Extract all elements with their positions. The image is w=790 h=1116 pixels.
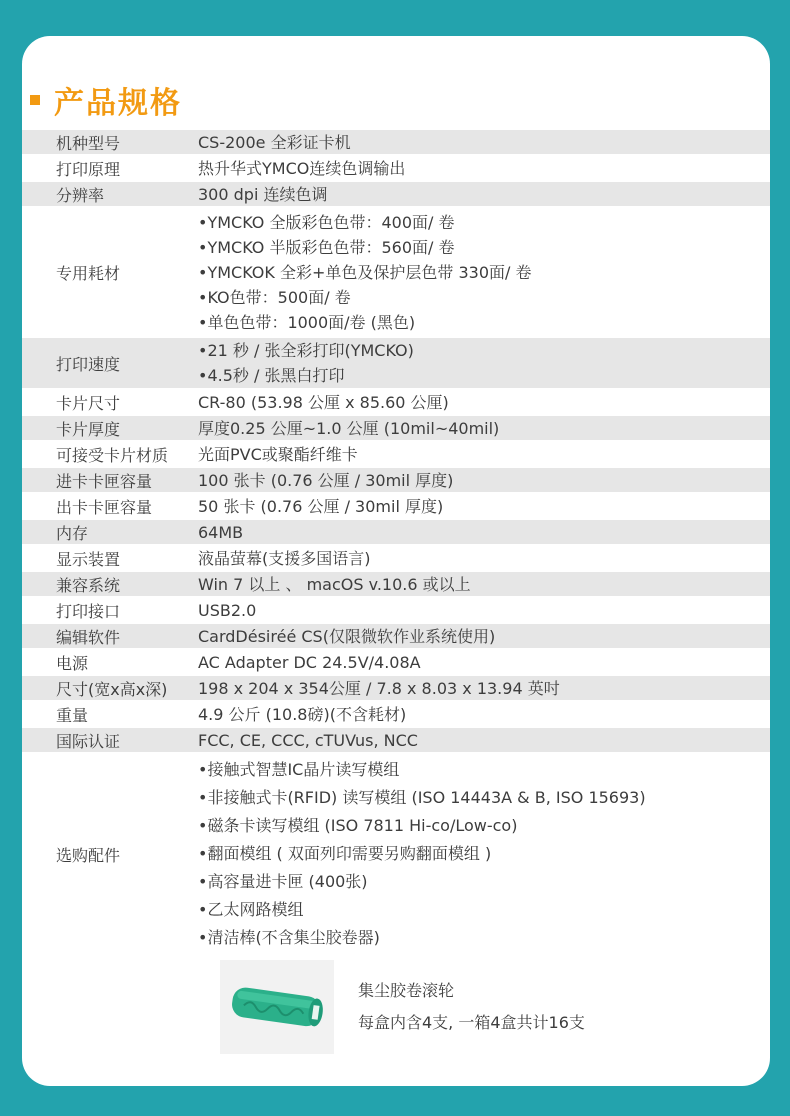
spec-value (198, 624, 770, 649)
section-title: 产品规格 (54, 86, 182, 121)
spec-row (22, 208, 770, 338)
spec-value (198, 156, 770, 181)
spec-label: 打印速度 (56, 354, 121, 374)
spec-label: 国际认证 (56, 731, 121, 751)
spec-label: 显示装置 (56, 549, 121, 569)
spec-value (198, 650, 770, 675)
orange-square-icon (30, 95, 40, 105)
spec-label: 进卡卡匣容量 (56, 471, 153, 491)
spec-value-line: USB2.0 (198, 600, 257, 620)
spec-value (198, 598, 770, 623)
spec-value (198, 494, 770, 519)
spec-label: 分辨率 (56, 185, 105, 205)
spec-value-line: 64MB (198, 522, 244, 542)
spec-value (198, 336, 770, 390)
spec-label: 编辑软件 (56, 627, 121, 647)
spec-label: 兼容系统 (56, 575, 121, 595)
spec-value-line: 厚度0.25 公厘~1.0 公厘 (10mil~40mil) (198, 418, 500, 438)
spec-value (198, 468, 770, 493)
spec-value (198, 416, 770, 441)
dust-roller-image (220, 960, 334, 1054)
spec-value-line: •KO色带：500面/ 卷 (198, 287, 351, 307)
spec-value (198, 546, 770, 571)
spec-label: 重量 (56, 705, 89, 725)
spec-value-line: FCC, CE, CCC, cTUVus, NCC (198, 730, 418, 750)
spec-value-line: 液晶萤幕(支援多国语言) (198, 548, 371, 568)
option-item: •高容量进卡匣 (400张) (198, 872, 368, 891)
options-row (22, 754, 770, 956)
option-item: •清洁棒(不含集尘胶卷器) (198, 928, 380, 947)
spec-row (22, 416, 770, 442)
spec-value-line: CR-80 (53.98 公厘 x 85.60 公厘) (198, 392, 449, 412)
spec-value-line: 198 x 204 x 354公厘 / 7.8 x 8.03 x 13.94 英吋 (198, 678, 560, 698)
spec-value-line: 4.9 公斤 (10.8磅)(不含耗材) (198, 704, 407, 724)
spec-value-line: •YMCKO 全版彩色色带：400面/ 卷 (198, 212, 455, 232)
spec-label: 机种型号 (56, 133, 121, 153)
spec-label: 卡片尺寸 (56, 393, 121, 413)
spec-value-line: •YMCKOK 全彩+单色及保护层色带 330面/ 卷 (198, 262, 532, 282)
spec-value (198, 390, 770, 415)
option-item: •磁条卡读写模组 (ISO 7811 Hi-co/Low-co) (198, 816, 518, 835)
spec-value (198, 208, 770, 337)
spec-label: 打印原理 (56, 159, 121, 179)
spec-value-line: •4.5秒 / 张黑白打印 (198, 366, 345, 385)
spec-value (198, 130, 770, 155)
spec-label: 出卡卡匣容量 (56, 497, 153, 517)
spec-row (22, 442, 770, 468)
spec-value (198, 182, 770, 207)
spec-value-line: •单色色带：1000面/卷 (黑色) (198, 312, 416, 332)
spec-row (22, 624, 770, 650)
option-item: •乙太网路模组 (198, 900, 304, 919)
accessory-name: 集尘胶卷滚轮 (358, 981, 455, 1000)
options-list (198, 756, 770, 952)
spec-label: 尺寸(宽x高x深) (56, 679, 168, 699)
spec-label: 可接受卡片材质 (56, 445, 169, 465)
spec-value (198, 442, 770, 467)
spec-row (22, 572, 770, 598)
spec-row (22, 182, 770, 208)
spec-row (22, 676, 770, 702)
spec-value (198, 728, 770, 753)
spec-value (198, 572, 770, 597)
accessory-block (220, 960, 585, 1054)
spec-row (22, 390, 770, 416)
option-item: •非接触式卡(RFID) 读写模组 (ISO 14443A & B, ISO 15693) (198, 788, 646, 807)
spec-label: 内存 (56, 523, 89, 543)
accessory-note: 每盒内含4支, 一箱4盒共计16支 (358, 1013, 585, 1032)
spec-value-line: •YMCKO 半版彩色色带：560面/ 卷 (198, 237, 455, 257)
spec-label: 打印接口 (56, 601, 121, 621)
option-item: •翻面模组 ( 双面列印需要另购翻面模组 ) (198, 844, 492, 863)
spec-label: 卡片厚度 (56, 419, 121, 439)
spec-label: 电源 (56, 653, 89, 673)
spec-value (198, 702, 770, 727)
spec-table (22, 130, 770, 956)
options-label: 选购配件 (56, 845, 121, 865)
spec-label: 专用耗材 (56, 263, 121, 283)
spec-row (22, 130, 770, 156)
spec-row (22, 468, 770, 494)
spec-row (22, 546, 770, 572)
spec-value-line: CardDésiréé CS(仅限微软作业系统使用) (198, 626, 496, 646)
spec-row (22, 650, 770, 676)
spec-card (22, 36, 770, 1086)
spec-value (198, 520, 770, 545)
spec-value-line: 光面PVC或聚酯纤维卡 (198, 444, 358, 464)
section-heading (30, 78, 182, 122)
spec-row (22, 598, 770, 624)
spec-value-line: 100 张卡 (0.76 公厘 / 30mil 厚度) (198, 470, 454, 490)
spec-value-line: •21 秒 / 张全彩打印(YMCKO) (198, 341, 414, 360)
spec-row (22, 520, 770, 546)
option-item: •接触式智慧IC晶片读写模组 (198, 760, 400, 779)
spec-row (22, 494, 770, 520)
spec-row (22, 156, 770, 182)
spec-value (198, 676, 770, 701)
spec-row (22, 728, 770, 754)
spec-value-line: 热升华式YMCO连续色调输出 (198, 158, 406, 178)
spec-value-line: 50 张卡 (0.76 公厘 / 30mil 厚度) (198, 496, 444, 516)
spec-row (22, 702, 770, 728)
spec-value-line: AC Adapter DC 24.5V/4.08A (198, 652, 421, 672)
spec-value-line: Win 7 以上 、 macOS v.10.6 或以上 (198, 574, 471, 594)
spec-row (22, 338, 770, 390)
spec-value-line: 300 dpi 连续色调 (198, 184, 328, 204)
spec-value-line: CS-200e 全彩证卡机 (198, 132, 351, 152)
